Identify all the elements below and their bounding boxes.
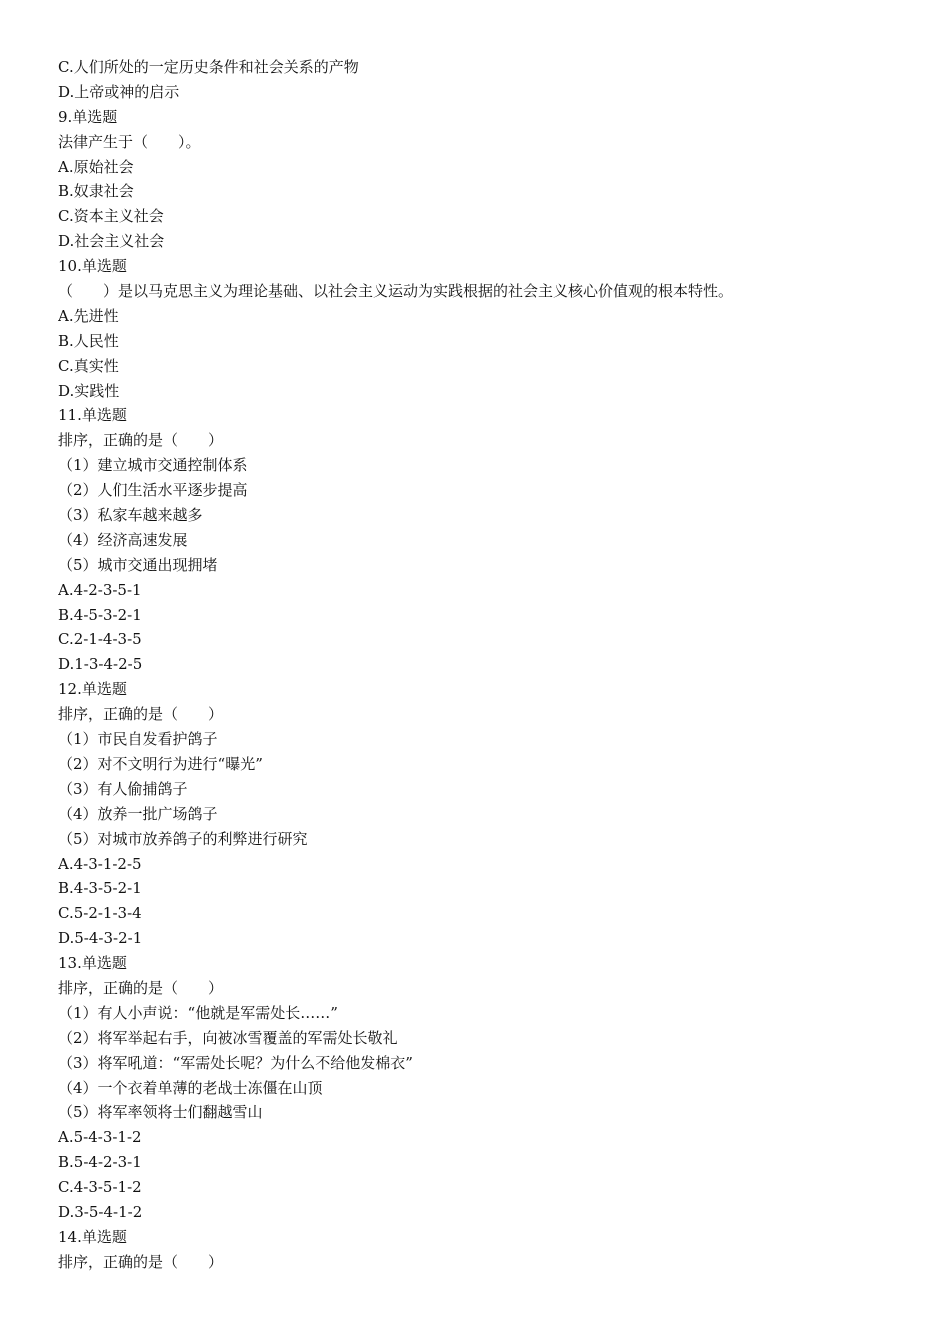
sequence-item: （2）将军举起右手，向被冰雪覆盖的军需处长敬礼 bbox=[58, 1028, 398, 1047]
question-header: 13.单选题 bbox=[58, 954, 127, 973]
sequence-item: （5）城市交通出现拥堵 bbox=[58, 555, 218, 574]
option-line: A.原始社会 bbox=[58, 157, 134, 176]
option-line: C.资本主义社会 bbox=[58, 207, 164, 226]
question-header: 11.单选题 bbox=[58, 406, 127, 425]
option-line: A.4-2-3-5-1 bbox=[58, 580, 142, 599]
option-line: B.人民性 bbox=[58, 331, 119, 350]
question-text: 法律产生于（ ）。 bbox=[58, 132, 201, 151]
option-line: D.实践性 bbox=[58, 381, 120, 400]
option-line: B.奴隶社会 bbox=[58, 182, 134, 201]
question-text: 排序，正确的是（ ） bbox=[58, 1252, 224, 1271]
sequence-item: （4）一个衣着单薄的老战士冻僵在山顶 bbox=[58, 1078, 323, 1097]
sequence-item: （2）人们生活水平逐步提高 bbox=[58, 481, 248, 500]
question-header: 14.单选题 bbox=[58, 1227, 127, 1246]
sequence-item: （3）私家车越来越多 bbox=[58, 506, 203, 525]
option-line: C.人们所处的一定历史条件和社会关系的产物 bbox=[58, 58, 359, 76]
question-text: 排序，正确的是（ ） bbox=[58, 705, 224, 724]
option-line: A.先进性 bbox=[58, 306, 119, 325]
question-text: 排序，正确的是（ ） bbox=[58, 978, 224, 997]
option-line: B.5-4-2-3-1 bbox=[58, 1153, 142, 1172]
option-line: D.5-4-3-2-1 bbox=[58, 929, 143, 948]
sequence-item: （1）市民自发看护鸽子 bbox=[58, 730, 218, 749]
option-line: D.3-5-4-1-2 bbox=[58, 1202, 143, 1221]
sequence-item: （1）建立城市交通控制体系 bbox=[58, 456, 248, 475]
option-line: B.4-3-5-2-1 bbox=[58, 879, 142, 898]
option-line: B.4-5-3-2-1 bbox=[58, 605, 142, 624]
question-text: （ ）是以马克思主义为理论基础、以社会主义运动为实践根据的社会主义核心价值观的根本特性。 bbox=[58, 282, 734, 301]
question-header: 12.单选题 bbox=[58, 680, 127, 699]
option-line: C.5-2-1-3-4 bbox=[58, 904, 142, 923]
option-line: D.社会主义社会 bbox=[58, 232, 165, 251]
sequence-item: （1）有人小声说：“他就是军需处长……” bbox=[58, 1003, 338, 1022]
sequence-item: （4）放养一批广场鸽子 bbox=[58, 804, 218, 823]
sequence-item: （3）将军吼道：“军需处长呢？为什么不给他发棉衣” bbox=[58, 1053, 413, 1072]
option-line: C.4-3-5-1-2 bbox=[58, 1178, 142, 1197]
question-header: 10.单选题 bbox=[58, 257, 127, 276]
document-page bbox=[58, 55, 918, 1275]
sequence-item: （2）对不文明行为进行“曝光” bbox=[58, 754, 263, 773]
question-text: 排序，正确的是（ ） bbox=[58, 431, 224, 450]
sequence-item: （3）有人偷捕鸽子 bbox=[58, 779, 188, 798]
question-header: 9.单选题 bbox=[58, 107, 118, 126]
sequence-item: （4）经济高速发展 bbox=[58, 530, 188, 549]
sequence-item: （5）将军率领将士们翻越雪山 bbox=[58, 1103, 263, 1122]
option-line: C.真实性 bbox=[58, 356, 119, 375]
option-line: A.4-3-1-2-5 bbox=[58, 854, 142, 873]
option-line: C.2-1-4-3-5 bbox=[58, 630, 142, 649]
option-line: A.5-4-3-1-2 bbox=[58, 1128, 142, 1147]
sequence-item: （5）对城市放养鸽子的利弊进行研究 bbox=[58, 829, 308, 848]
option-line: D.1-3-4-2-5 bbox=[58, 655, 143, 674]
option-line: D.上帝或神的启示 bbox=[58, 82, 180, 101]
